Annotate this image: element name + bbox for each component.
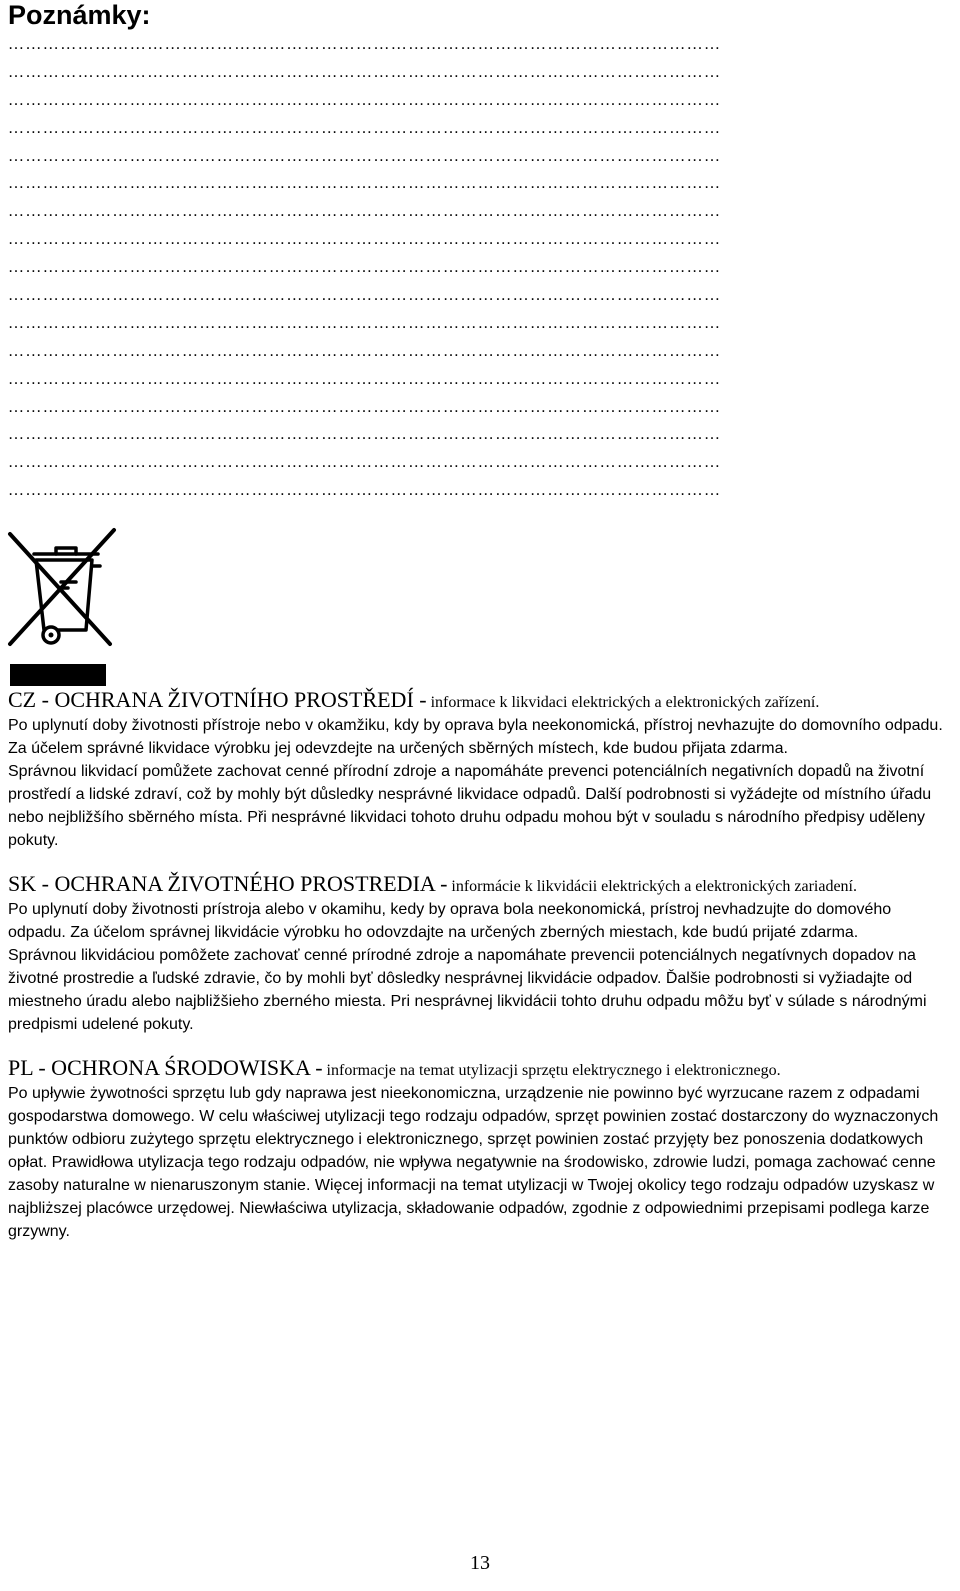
section-cz: [8, 688, 953, 852]
section-heading: [8, 1056, 953, 1082]
section-heading: [8, 872, 953, 898]
notes-line: ……………………………………………………………………………………………………………: [8, 175, 722, 193]
notes-line: ……………………………………………………………………………………………………………: [8, 370, 722, 388]
notes-line: ……………………………………………………………………………………………………………: [8, 119, 722, 137]
section-subtitle: informácie k likvidácii elektrických a elektronických zariadení.: [451, 878, 857, 895]
notes-line: ……………………………………………………………………………………………………………: [8, 398, 722, 416]
notes-line: ……………………………………………………………………………………………………………: [8, 287, 722, 305]
notes-line: ……………………………………………………………………………………………………………: [8, 482, 722, 500]
notes-line: ……………………………………………………………………………………………………………: [8, 259, 722, 277]
section-subtitle: informace k likvidaci elektrických a elektronických zařízení.: [430, 694, 820, 711]
notes-line: ……………………………………………………………………………………………………………: [8, 63, 722, 81]
notes-line: ……………………………………………………………………………………………………………: [8, 454, 722, 472]
section-sk: [8, 872, 953, 1036]
notes-heading: Poznámky:: [8, 0, 151, 30]
section-pl: [8, 1056, 953, 1243]
crossed-out-wheelie-bin-icon: [6, 526, 118, 692]
notes-line: ……………………………………………………………………………………………………………: [8, 342, 722, 360]
section-body: [8, 1082, 953, 1243]
notes-line: ……………………………………………………………………………………………………………: [8, 147, 722, 165]
section-subtitle: informacje na temat utylizacji sprzętu elektrycznego i elektronicznego.: [326, 1062, 781, 1079]
notes-line: ……………………………………………………………………………………………………………: [8, 36, 722, 53]
section-paragraph: Po uplynutí doby životnosti prístroja alebo v okamihu, kedy by oprava bola neekonomická, prístroj nevhadzujte do domového odpadu. Za účelom správnej likvidácie výrobku ho odovzdajte na určených zberných miestach, kde budú prijaté zdarma.: [8, 901, 892, 941]
notes-lines: [8, 31, 948, 505]
notes-line: ……………………………………………………………………………………………………………: [8, 314, 722, 332]
page-number: 13: [470, 1552, 490, 1574]
section-paragraph: Po upływie żywotności sprzętu lub gdy naprawa jest nieekonomiczna, urządzenie nie powinno być wyrzucane razem z odpadami gospodarstwa domowego. W celu właściwej utylizacji tego rodzaju odpadów, sprzęt powinien zostać dostarczony do wyznaczonych punktów odbioru zużytego sprzętu elektrycznego i elektronicznego, sprzęt powinien zostać przyjęty bez ponoszenia dodatkowych opłat. Prawidłowa utylizacja tego rodzaju odpadów, nie wpływa negatywnie na środowisko, zdrowie ludzi, pomaga zachować cenne zasoby naturalne w nienaruszonym stanie. Więcej informacji na temat utylizacji w Twojej okolicy tego rodzaju odpadów uzyskasz w najbliższej placówce urzędowej. Niewłaściwa utylizacja, składowanie odpadów, zgodnie z odpowiednimi przepisami podlega karze grzywny.: [8, 1085, 939, 1240]
section-title: PL - OCHRONA ŚRODOWISKA -: [8, 1055, 323, 1080]
notes-line: ……………………………………………………………………………………………………………: [8, 91, 722, 109]
disposal-sections: [8, 688, 953, 1243]
section-title: CZ - OCHRANA ŽIVOTNÍHO PROSTŘEDÍ -: [8, 687, 427, 712]
section-title: SK - OCHRANA ŽIVOTNÉHO PROSTREDIA -: [8, 871, 448, 896]
section-paragraph: Správnou likvidáciou pomôžete zachovať cenné prírodné zdroje a napomáhate prevencii potenciálnych negatívnych dopadov na životné prostredie a ľudské zdravie, čo by mohli byť dôsledky nesprávnej likvidácie odpadov. Ďalšie podrobnosti si vyžiadajte od miestneho úradu alebo najbližšieho zberného miesta. Pri nesprávnej likvidácii tohto druhu odpadu môžu byť v súlade s národnými predpismi udelené pokuty.: [8, 947, 927, 1033]
section-body: [8, 714, 953, 852]
notes-line: ……………………………………………………………………………………………………………: [8, 203, 722, 221]
section-paragraph: Správnou likvidací pomůžete zachovat cenné přírodní zdroje a napomáháte prevenci potenciálních negativních dopadů na životní prostředí a lidské zdraví, což by mohly být důsledky nesprávné likvidace odpadů. Další podrobnosti si vyžádejte od místního úřadu nebo nejbližšího sběrného místa. Při nesprávné likvidaci tohoto druhu odpadu mohou být v souladu s národního předpisy uděleny pokuty.: [8, 763, 932, 849]
section-heading: [8, 688, 953, 714]
section-body: [8, 898, 953, 1036]
section-paragraph: Po uplynutí doby životnosti přístroje nebo v okamžiku, kdy by oprava byla neekonomická, přístroj nevhazujte do domovního odpadu. Za účelem správné likvidace výrobku jej odevzdejte na určených sběrných místech, kde budou přijata zdarma.: [8, 717, 943, 757]
notes-line: ……………………………………………………………………………………………………………: [8, 426, 722, 444]
notes-line: ……………………………………………………………………………………………………………: [8, 231, 722, 249]
